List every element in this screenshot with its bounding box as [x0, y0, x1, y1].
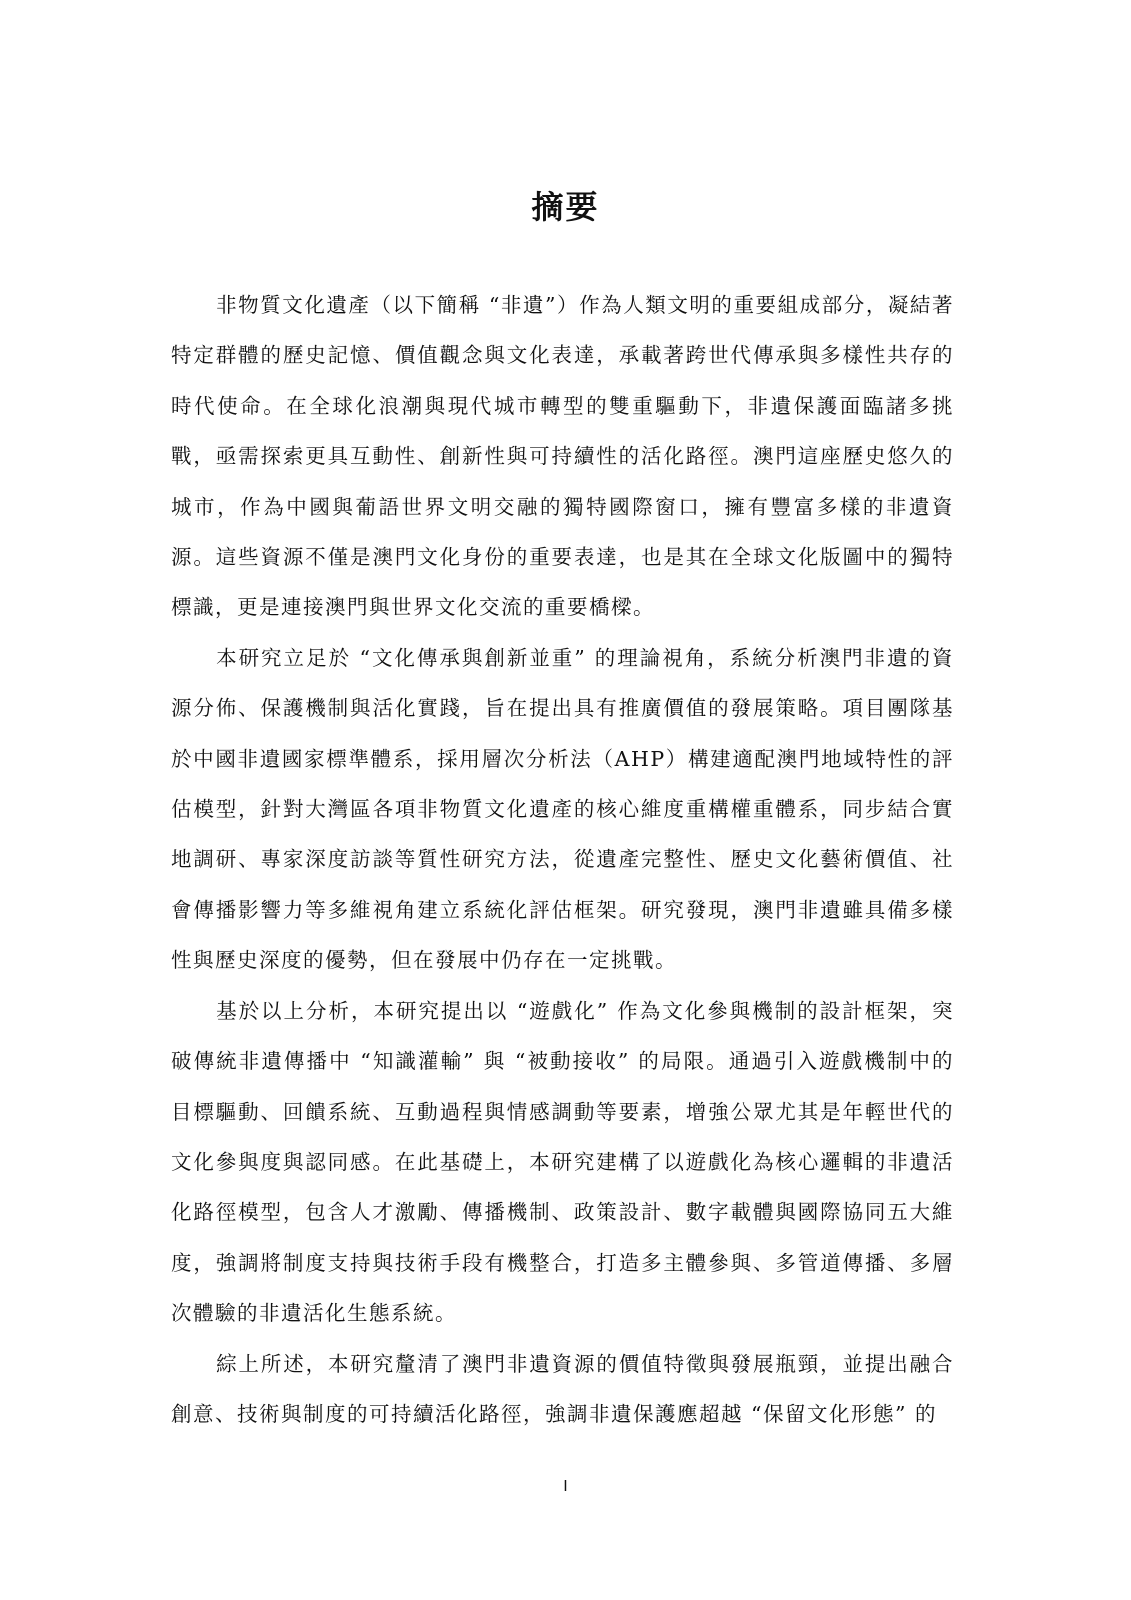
paragraph-4: 綜上所述，本研究釐清了澳門非遺資源的價值特徵與發展瓶頸，並提出融合創意、技術與制度的可持續活化路徑，強調非遺保護應超越 “保留文化形態” 的: [171, 1351, 954, 1426]
paragraph-2: 本研究立足於 “文化傳承與創新並重” 的理論視角，系統分析澳門非遺的資源分佈、保護機制與活化實踐，旨在提出具有推廣價值的發展策略。項目團隊基於中國非遺國家標準體系，採用層次分析法（AHP）構建適配澳門地域特性的評估模型，針對大灣區各項非物質文化遺產的核心維度重構權重體系，同步結合實地調研、專家深度訪談等質性研究方法，從遺產完整性、歷史文化藝術價值、社會傳播影響力等多維視角建立系統化評估框架。研究發現，澳門非遺雖具備多樣性與歷史深度的優勢，但在發展中仍存在一定挑戰。: [171, 645, 954, 973]
paragraph-1: 非物質文化遺產（以下簡稱 “非遺”）作為人類文明的重要組成部分，凝結著特定群體的歷史記憶、價值觀念與文化表達，承載著跨世代傳承與多樣性共存的時代使命。在全球化浪潮與現代城市轉型的雙重驅動下，非遺保護面臨諸多挑戰，亟需探索更具互動性、創新性與可持續性的活化路徑。澳門這座歷史悠久的城市，作為中國與葡語世界文明交融的獨特國際窗口，擁有豐富多樣的非遺資源。這些資源不僅是澳門文化身份的重要表達，也是其在全球文化版圖中的獨特標識，更是連接澳門與世界文化交流的重要橋樑。: [171, 293, 954, 620]
page-number: I: [563, 1478, 568, 1495]
abstract-body: [171, 280, 954, 1439]
page-title: 摘要: [531, 188, 600, 226]
paragraph-3: 基於以上分析，本研究提出以 “遊戲化” 作為文化參與機制的設計框架，突破傳統非遺傳播中 “知識灌輸” 與 “被動接收” 的局限。通過引入遊戲機制中的目標驅動、回饋系統、互動過程與情感調動等要素，增強公眾尤其是年輕世代的文化參與度與認同感。在此基礎上，本研究建構了以遊戲化為核心邏輯的非遺活化路徑模型，包含人才激勵、傳播機制、政策設計、數字載體與國際協同五大維度，強調將制度支持與技術手段有機整合，打造多主體參與、多管道傳播、多層次體驗的非遺活化生態系統。: [171, 998, 954, 1326]
